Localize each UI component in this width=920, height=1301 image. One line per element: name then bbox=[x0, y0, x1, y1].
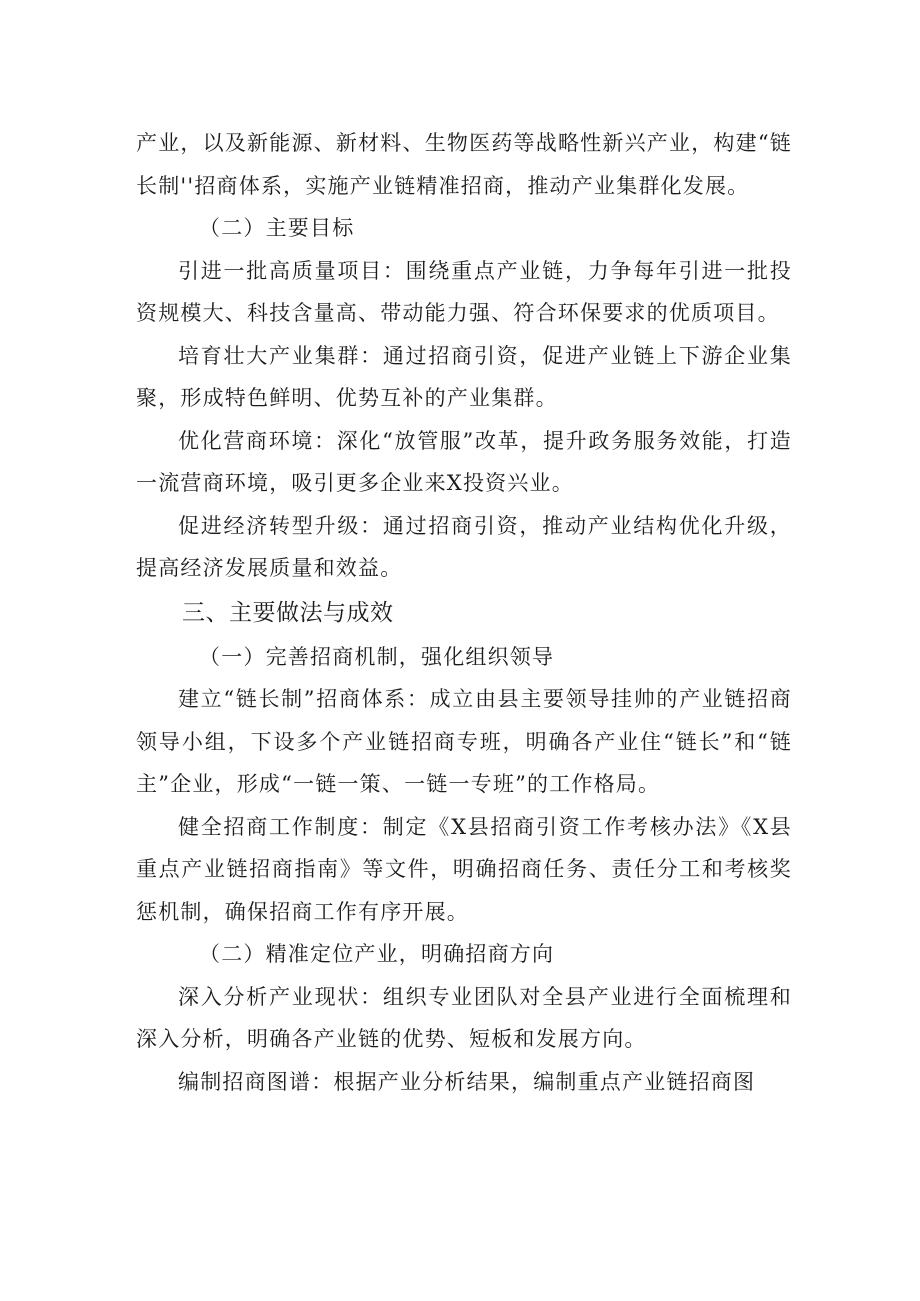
paragraph-industry-analysis: 深入分析产业现状：组织专业团队对全县产业进行全面梳理和深入分析，明确各产业链的优势、短板和发展方向。 bbox=[136, 984, 792, 1051]
paragraph-goal-transformation: 促进经济转型升级：通过招商引资，推动产业结构优化升级，提高经济发展质量和效益。 bbox=[136, 513, 792, 580]
paragraph-chain-system: 建立“链长制”招商体系：成立由县主要领导挂帅的产业链招商领导小组，下设多个产业链招商专班，明确各产业住“链长”和“链主”企业，形成“一链一策、一链一专班”的工作格局。 bbox=[136, 687, 792, 796]
paragraph-goal-projects: 引进一批高质量项目：围绕重点产业链，力争每年引进一批投资规模大、科技含量高、带动能力强、符合环保要求的优质项目。 bbox=[136, 258, 792, 325]
paragraph-investment-map: 编制招商图谱：根据产业分析结果，编制重点产业链招商图 bbox=[178, 1069, 756, 1094]
document-body bbox=[136, 122, 792, 1103]
subheading-mechanism: （一）完善招商机制，强化组织领导 bbox=[199, 644, 555, 669]
section-heading-practices: 三、主要做法与成效 bbox=[182, 599, 394, 626]
paragraph-goal-environment: 优化营商环境：深化“放管服”改革，提升政务服务效能，打造一流营商环境，吸引更多企业来X投资兴业。 bbox=[136, 428, 792, 495]
paragraph-goal-clusters: 培育壮大产业集群：通过招商引资，促进产业链上下游企业集聚，形成特色鲜明、优势互补的产业集群。 bbox=[136, 343, 792, 410]
subheading-positioning: （二）精准定位产业，明确招商方向 bbox=[199, 942, 555, 966]
subheading-main-goals: （二）主要目标 bbox=[199, 216, 355, 240]
paragraph-work-rules: 健全招商工作制度：制定《X县招商引资工作考核办法》《X县重点产业链招商指南》等文件，明确招商任务、责任分工和考核奖惩机制，确保招商工作有序开展。 bbox=[136, 814, 792, 924]
paragraph-continuation: 产业，以及新能源、新材料、生物医药等战略性新兴产业，构建“链长制''招商体系，实施产业链精准招商，推动产业集群化发展。 bbox=[136, 131, 792, 198]
